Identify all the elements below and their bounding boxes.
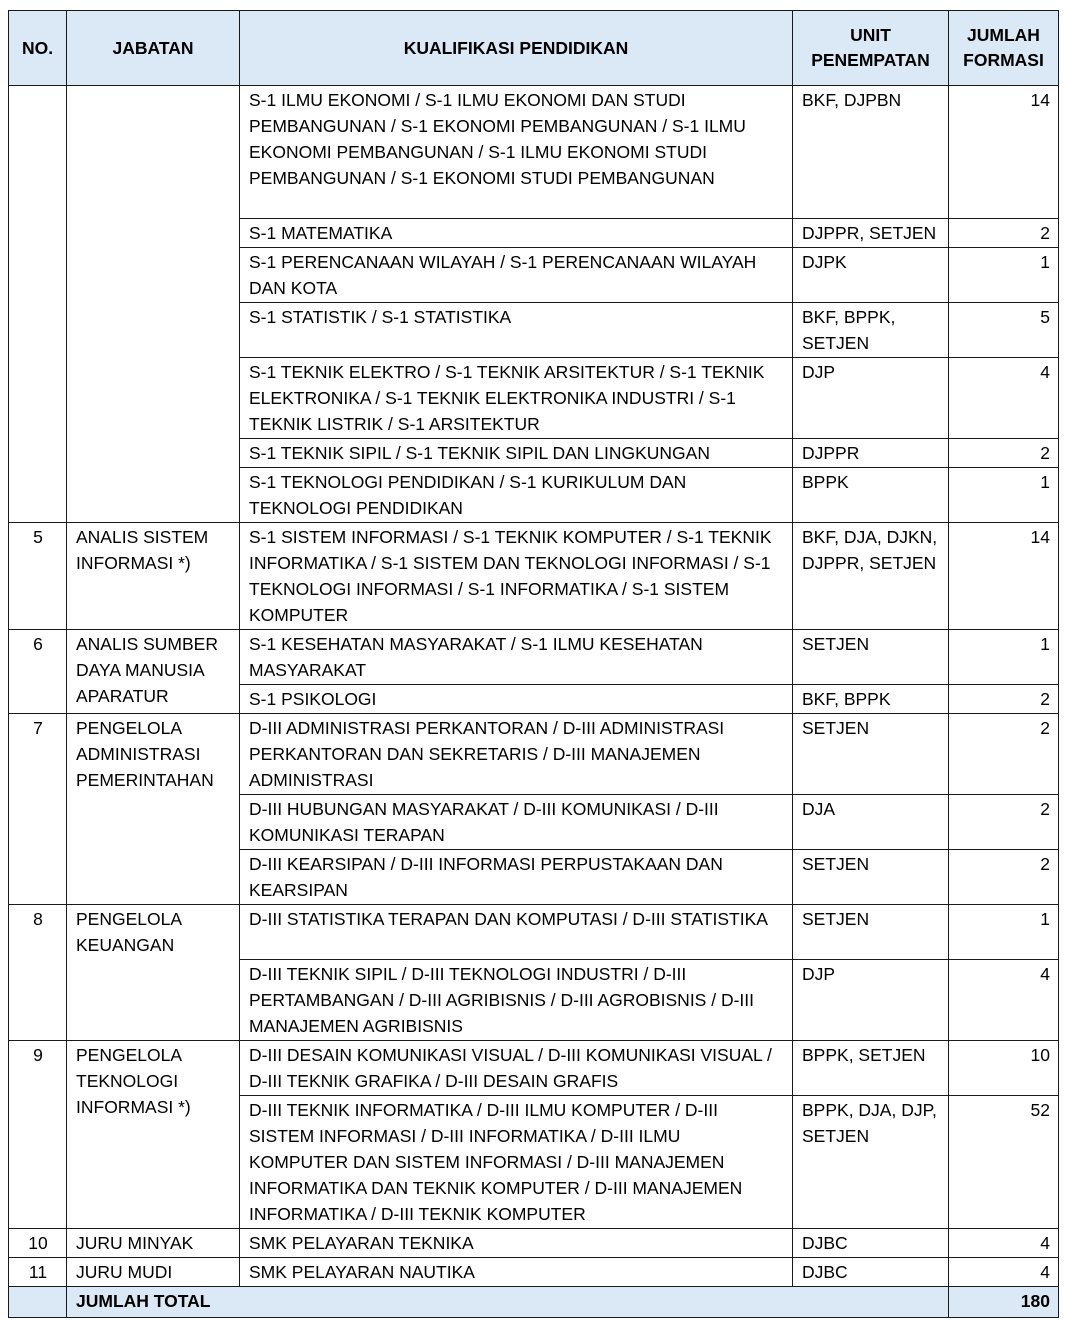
cell-unit: SETJEN: [793, 850, 949, 905]
table-row: [9, 523, 1059, 630]
header-no: NO.: [9, 11, 67, 86]
cell-kualifikasi: D-III DESAIN KOMUNIKASI VISUAL / D-III KOMUNIKASI VISUAL / D-III TEKNIK GRAFIKA / D-III DESAIN GRAFIS: [240, 1041, 793, 1096]
header-jumlah: JUMLAH FORMASI: [949, 11, 1059, 86]
cell-unit: DJBC: [793, 1229, 949, 1258]
cell-unit: SETJEN: [793, 905, 949, 960]
cell-jumlah: 1: [949, 630, 1059, 685]
cell-unit: BKF, BPPK, SETJEN: [793, 303, 949, 358]
cell-jumlah: 2: [949, 219, 1059, 248]
cell-jumlah: 4: [949, 960, 1059, 1041]
cell-jumlah: 1: [949, 905, 1059, 960]
cell-kualifikasi: D-III HUBUNGAN MASYARAKAT / D-III KOMUNIKASI / D-III KOMUNIKASI TERAPAN: [240, 795, 793, 850]
cell-unit: BKF, DJPBN: [793, 86, 949, 219]
cell-kualifikasi: SMK PELAYARAN NAUTIKA: [240, 1258, 793, 1287]
cell-jabatan: PENGELOLA TEKNOLOGI INFORMASI *): [67, 1041, 240, 1229]
cell-kualifikasi: S-1 TEKNIK SIPIL / S-1 TEKNIK SIPIL DAN LINGKUNGAN: [240, 439, 793, 468]
cell-unit: BPPK, SETJEN: [793, 1041, 949, 1096]
header-row: [9, 11, 1059, 86]
cell-jumlah: 4: [949, 1258, 1059, 1287]
cell-kualifikasi: D-III ADMINISTRASI PERKANTORAN / D-III ADMINISTRASI PERKANTORAN DAN SEKRETARIS / D-III MANAJEMEN ADMINISTRASI: [240, 714, 793, 795]
cell-kualifikasi: S-1 PSIKOLOGI: [240, 685, 793, 714]
total-value: 180: [949, 1287, 1059, 1318]
cell-kualifikasi: S-1 PERENCANAAN WILAYAH / S-1 PERENCANAAN WILAYAH DAN KOTA: [240, 248, 793, 303]
cell-jumlah: 10: [949, 1041, 1059, 1096]
cell-kualifikasi: S-1 KESEHATAN MASYARAKAT / S-1 ILMU KESEHATAN MASYARAKAT: [240, 630, 793, 685]
table-row: [9, 1229, 1059, 1258]
cell-unit: BPPK: [793, 468, 949, 523]
header-kualifikasi: KUALIFIKASI PENDIDIKAN: [240, 11, 793, 86]
cell-no: 10: [9, 1229, 67, 1258]
cell-no: [9, 86, 67, 523]
cell-unit: DJP: [793, 358, 949, 439]
cell-unit: DJBC: [793, 1258, 949, 1287]
table-row: [9, 714, 1059, 795]
cell-kualifikasi: D-III KEARSIPAN / D-III INFORMASI PERPUSTAKAAN DAN KEARSIPAN: [240, 850, 793, 905]
cell-no: 7: [9, 714, 67, 905]
formasi-table: [8, 10, 1059, 1318]
table-row: [9, 1258, 1059, 1287]
total-label: JUMLAH TOTAL: [67, 1287, 949, 1318]
formasi-table-container: [8, 10, 1058, 1318]
cell-kualifikasi: S-1 STATISTIK / S-1 STATISTIKA: [240, 303, 793, 358]
cell-jabatan: JURU MINYAK: [67, 1229, 240, 1258]
cell-jumlah: 14: [949, 86, 1059, 219]
cell-jumlah: 2: [949, 714, 1059, 795]
cell-unit: DJPK: [793, 248, 949, 303]
table-row: [9, 630, 1059, 685]
cell-jabatan: ANALIS SISTEM INFORMASI *): [67, 523, 240, 630]
cell-jabatan: PENGELOLA KEUANGAN: [67, 905, 240, 1041]
cell-jabatan: ANALIS SUMBER DAYA MANUSIA APARATUR: [67, 630, 240, 714]
cell-unit: DJPPR, SETJEN: [793, 219, 949, 248]
cell-jumlah: 4: [949, 358, 1059, 439]
cell-kualifikasi: SMK PELAYARAN TEKNIKA: [240, 1229, 793, 1258]
cell-jumlah: 5: [949, 303, 1059, 358]
header-jabatan: JABATAN: [67, 11, 240, 86]
cell-kualifikasi: S-1 ILMU EKONOMI / S-1 ILMU EKONOMI DAN STUDI PEMBANGUNAN / S-1 EKONOMI PEMBANGUNAN / S-1 ILMU EKONOMI PEMBANGUNAN / S-1 ILMU EKONOMI STUDI PEMBANGUNAN / S-1 EKONOMI STUDI PEMBANGUNAN: [240, 86, 793, 219]
cell-unit: DJP: [793, 960, 949, 1041]
cell-kualifikasi: S-1 TEKNOLOGI PENDIDIKAN / S-1 KURIKULUM DAN TEKNOLOGI PENDIDIKAN: [240, 468, 793, 523]
cell-unit: SETJEN: [793, 630, 949, 685]
table-row: [9, 1041, 1059, 1096]
cell-jabatan: [67, 86, 240, 523]
cell-unit: BKF, BPPK: [793, 685, 949, 714]
cell-jumlah: 2: [949, 795, 1059, 850]
cell-unit: SETJEN: [793, 714, 949, 795]
cell-no: 5: [9, 523, 67, 630]
cell-jumlah: 52: [949, 1096, 1059, 1229]
cell-jabatan: PENGELOLA ADMINISTRASI PEMERINTAHAN: [67, 714, 240, 905]
cell-no: 11: [9, 1258, 67, 1287]
total-row: [9, 1287, 1059, 1318]
table-row: [9, 905, 1059, 960]
cell-unit: DJPPR: [793, 439, 949, 468]
cell-jumlah: 1: [949, 468, 1059, 523]
cell-unit: BKF, DJA, DJKN, DJPPR, SETJEN: [793, 523, 949, 630]
table-row: [9, 86, 1059, 219]
cell-unit: BPPK, DJA, DJP, SETJEN: [793, 1096, 949, 1229]
cell-no: 6: [9, 630, 67, 714]
cell-kualifikasi: S-1 MATEMATIKA: [240, 219, 793, 248]
cell-jabatan: JURU MUDI: [67, 1258, 240, 1287]
cell-jumlah: 4: [949, 1229, 1059, 1258]
cell-no: 8: [9, 905, 67, 1041]
cell-jumlah: 2: [949, 850, 1059, 905]
cell-kualifikasi: D-III TEKNIK SIPIL / D-III TEKNOLOGI INDUSTRI / D-III PERTAMBANGAN / D-III AGRIBISNIS / D-III AGROBISNIS / D-III MANAJEMEN AGRIBISNIS: [240, 960, 793, 1041]
cell-jumlah: 1: [949, 248, 1059, 303]
cell-no: 9: [9, 1041, 67, 1229]
header-unit: UNIT PENEMPATAN: [793, 11, 949, 86]
cell-kualifikasi: D-III STATISTIKA TERAPAN DAN KOMPUTASI / D-III STATISTIKA: [240, 905, 793, 960]
cell-kualifikasi: S-1 TEKNIK ELEKTRO / S-1 TEKNIK ARSITEKTUR / S-1 TEKNIK ELEKTRONIKA / S-1 TEKNIK ELEKTRONIKA INDUSTRI / S-1 TEKNIK LISTRIK / S-1 ARSITEKTUR: [240, 358, 793, 439]
cell-unit: DJA: [793, 795, 949, 850]
cell-jumlah: 14: [949, 523, 1059, 630]
total-spacer-cell: [9, 1287, 67, 1318]
cell-kualifikasi: D-III TEKNIK INFORMATIKA / D-III ILMU KOMPUTER / D-III SISTEM INFORMASI / D-III INFORMATIKA / D-III ILMU KOMPUTER DAN SISTEM INFORMASI / D-III MANAJEMEN INFORMATIKA DAN TEKNIK KOMPUTER / D-III MANAJEMEN INFORMATIKA / D-III TEKNIK KOMPUTER: [240, 1096, 793, 1229]
cell-jumlah: 2: [949, 439, 1059, 468]
cell-kualifikasi: S-1 SISTEM INFORMASI / S-1 TEKNIK KOMPUTER / S-1 TEKNIK INFORMATIKA / S-1 SISTEM DAN TEKNOLOGI INFORMASI / S-1 TEKNOLOGI INFORMASI / S-1 INFORMATIKA / S-1 SISTEM KOMPUTER: [240, 523, 793, 630]
cell-jumlah: 2: [949, 685, 1059, 714]
